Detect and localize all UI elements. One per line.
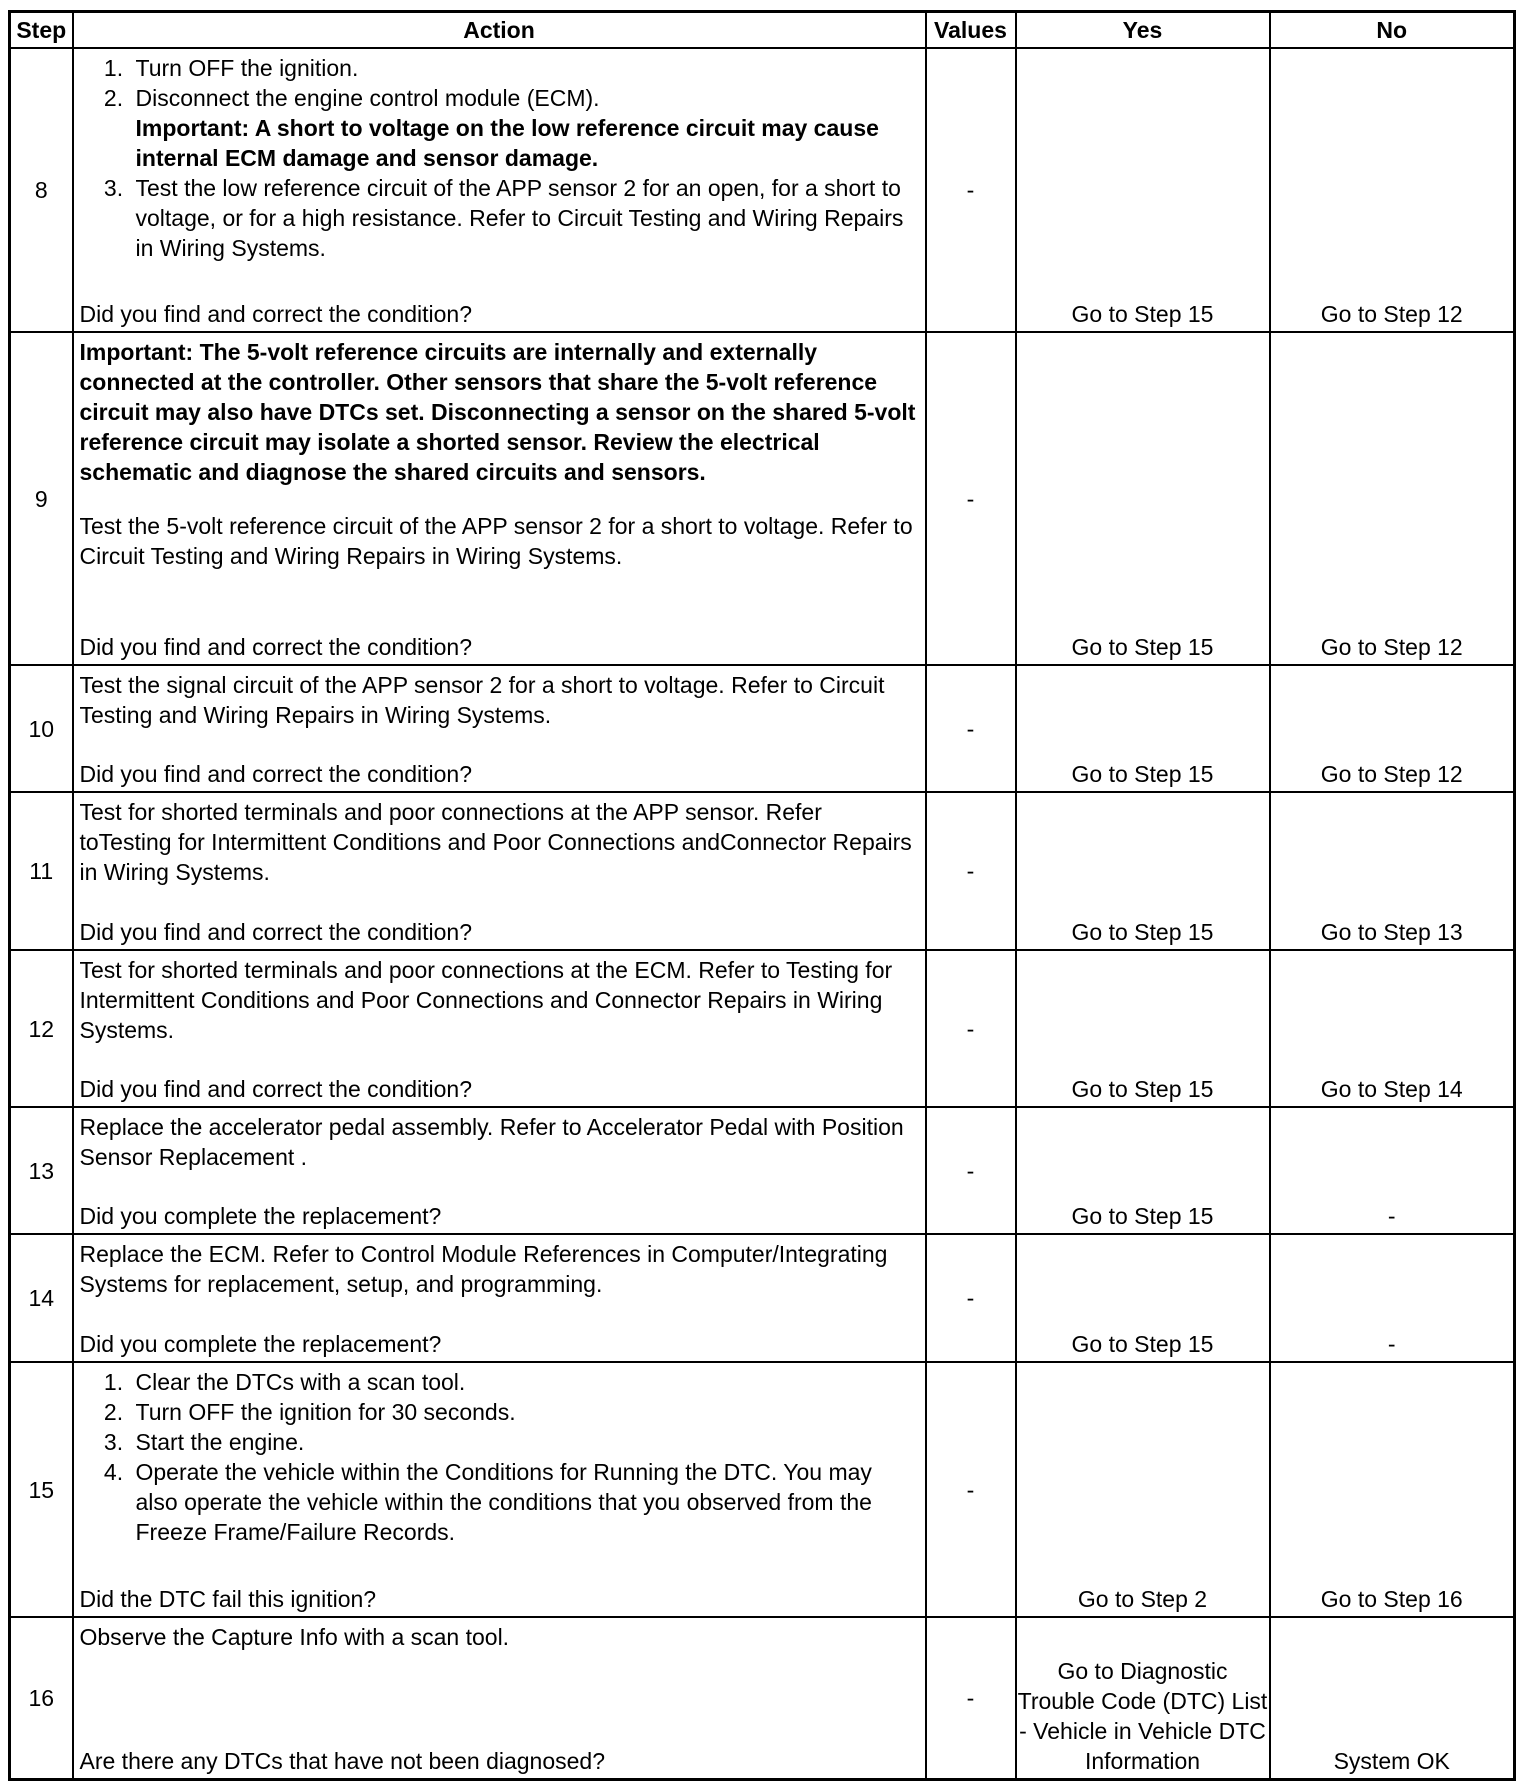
table-row	[10, 1617, 1515, 1780]
action-step	[130, 83, 919, 173]
no-result: -	[1270, 1107, 1515, 1234]
action-step-text: Clear the DTCs with a scan tool.	[135, 1369, 466, 1395]
no-result: Go to Step 16	[1270, 1362, 1515, 1617]
action-blocks	[80, 1239, 919, 1299]
header-action: Action	[73, 12, 926, 49]
table-row	[10, 1234, 1515, 1362]
values-cell: -	[926, 1617, 1016, 1780]
action-cell	[73, 1234, 926, 1362]
action-question: Did you complete the replacement?	[79, 1331, 442, 1357]
action-step	[130, 1457, 919, 1547]
step-number: 13	[10, 1107, 73, 1234]
table-row	[10, 665, 1515, 792]
values-cell: -	[926, 332, 1016, 665]
action-step-text: Turn OFF the ignition for 30 seconds.	[135, 1399, 516, 1425]
header-yes: Yes	[1016, 12, 1270, 49]
action-step-text: Test the low reference circuit of the APP sensor 2 for an open, for a short to voltage, or for a high resistance. Refer to Circuit Testing and Wiring Repairs in Wiring Systems.	[135, 175, 904, 261]
action-cell	[73, 332, 926, 665]
values-cell: -	[926, 792, 1016, 950]
action-step	[130, 173, 919, 263]
step-number: 10	[10, 665, 73, 792]
action-question: Did you find and correct the condition?	[79, 301, 473, 327]
no-result: -	[1270, 1234, 1515, 1362]
no-result: Go to Step 14	[1270, 950, 1515, 1107]
action-cell	[73, 1362, 926, 1617]
no-result: System OK	[1270, 1617, 1515, 1780]
action-step	[130, 1397, 919, 1427]
step-number: 16	[10, 1617, 73, 1780]
action-text: Test for shorted terminals and poor connections at the ECM. Refer to Testing for Intermittent Conditions and Poor Connections and Connector Repairs in Wiring Systems.	[79, 957, 893, 1043]
action-content	[80, 955, 919, 1104]
action-question: Are there any DTCs that have not been diagnosed?	[79, 1748, 606, 1774]
action-content	[80, 1112, 919, 1231]
yes-result: Go to Step 15	[1016, 792, 1270, 950]
action-text: Test the 5-volt reference circuit of the APP sensor 2 for a short to voltage. Refer to Circuit Testing and Wiring Repairs in Wiring Systems.	[79, 513, 913, 569]
table-row	[10, 48, 1515, 332]
important-note: Important: The 5-volt reference circuits are internally and externally connected at the controller. Other sensors that share the 5-volt reference circuit may also have DTCs set. Disconnecting a sensor on the shared 5-volt reference circuit may isolate a shorted sensor. Review the electrical schematic and diagnose the shared circuits and sensors.	[79, 339, 916, 485]
action-step-text: Disconnect the engine control module (ECM).	[135, 85, 600, 111]
step-number: 8	[10, 48, 73, 332]
action-step	[130, 1427, 919, 1457]
step-number: 9	[10, 332, 73, 665]
header-row	[10, 12, 1515, 49]
action-question: Did you find and correct the condition?	[79, 634, 473, 660]
spacer	[80, 487, 919, 511]
step-number: 14	[10, 1234, 73, 1362]
yes-result: Go to Step 15	[1016, 950, 1270, 1107]
action-step-text: Operate the vehicle within the Conditions for Running the DTC. You may also operate the vehicle within the conditions that you observed from the Freeze Frame/Failure Records.	[135, 1459, 872, 1545]
yes-result: Go to Step 15	[1016, 1234, 1270, 1362]
yes-result: Go to Step 15	[1016, 48, 1270, 332]
no-result: Go to Step 12	[1270, 665, 1515, 792]
important-note: Important: A short to voltage on the low reference circuit may cause internal ECM damage and sensor damage.	[135, 115, 879, 171]
values-cell: -	[926, 1362, 1016, 1617]
values-cell: -	[926, 1107, 1016, 1234]
action-cell	[73, 950, 926, 1107]
no-result: Go to Step 13	[1270, 792, 1515, 950]
header-step: Step	[10, 12, 73, 49]
yes-result: Go to Step 2	[1016, 1362, 1270, 1617]
action-text: Observe the Capture Info with a scan tool.	[79, 1624, 510, 1650]
step-number: 12	[10, 950, 73, 1107]
yes-result: Go to Step 15	[1016, 665, 1270, 792]
header-values: Values	[926, 12, 1016, 49]
action-text: Replace the ECM. Refer to Control Module References in Computer/Integrating Systems for replacement, setup, and programming.	[79, 1241, 888, 1297]
action-question: Did the DTC fail this ignition?	[79, 1586, 377, 1612]
action-cell	[73, 48, 926, 332]
yes-result: Go to Diagnostic Trouble Code (DTC) List - Vehicle in Vehicle DTC Information	[1016, 1617, 1270, 1780]
values-cell: -	[926, 1234, 1016, 1362]
values-cell: -	[926, 950, 1016, 1107]
action-blocks	[80, 1367, 919, 1547]
table-row	[10, 950, 1515, 1107]
no-result: Go to Step 12	[1270, 332, 1515, 665]
yes-result: Go to Step 15	[1016, 332, 1270, 665]
action-step	[130, 1367, 919, 1397]
action-cell	[73, 792, 926, 950]
action-blocks	[80, 797, 919, 887]
action-content	[80, 1622, 919, 1776]
header-no: No	[1270, 12, 1515, 49]
action-text: Test for shorted terminals and poor connections at the APP sensor. Refer toTesting for Intermittent Conditions and Poor Connections andConnector Repairs in Wiring Systems.	[79, 799, 912, 885]
action-blocks	[80, 337, 919, 571]
action-blocks	[80, 955, 919, 1045]
action-content	[80, 337, 919, 662]
action-cell	[73, 665, 926, 792]
action-content	[80, 797, 919, 947]
action-blocks	[80, 670, 919, 730]
action-question: Did you find and correct the condition?	[79, 919, 473, 945]
yes-result: Go to Step 15	[1016, 1107, 1270, 1234]
table-row	[10, 332, 1515, 665]
action-step	[130, 53, 919, 83]
action-question: Did you find and correct the condition?	[79, 1076, 473, 1102]
action-step-text: Start the engine.	[135, 1429, 305, 1455]
values-cell: -	[926, 665, 1016, 792]
action-cell	[73, 1107, 926, 1234]
step-number: 15	[10, 1362, 73, 1617]
action-blocks	[80, 1112, 919, 1172]
action-question: Did you find and correct the condition?	[79, 761, 473, 787]
action-question: Did you complete the replacement?	[79, 1203, 442, 1229]
diagnostic-table	[8, 10, 1516, 1781]
action-content	[80, 1367, 919, 1614]
table-row	[10, 792, 1515, 950]
action-content	[80, 670, 919, 789]
action-steps-list	[80, 1367, 919, 1547]
action-cell	[73, 1617, 926, 1780]
action-step-text: Turn OFF the ignition.	[135, 55, 359, 81]
action-blocks	[80, 1622, 919, 1652]
action-content	[80, 1239, 919, 1359]
values-cell: -	[926, 48, 1016, 332]
action-blocks	[80, 53, 919, 263]
step-number: 11	[10, 792, 73, 950]
table-row	[10, 1362, 1515, 1617]
action-content	[80, 53, 919, 329]
table-row	[10, 1107, 1515, 1234]
no-result: Go to Step 12	[1270, 48, 1515, 332]
action-steps-list	[80, 53, 919, 263]
action-text: Replace the accelerator pedal assembly. Refer to Accelerator Pedal with Position Sensor Replacement .	[79, 1114, 904, 1170]
action-text: Test the signal circuit of the APP sensor 2 for a short to voltage. Refer to Circuit Testing and Wiring Repairs in Wiring Systems.	[79, 672, 885, 728]
